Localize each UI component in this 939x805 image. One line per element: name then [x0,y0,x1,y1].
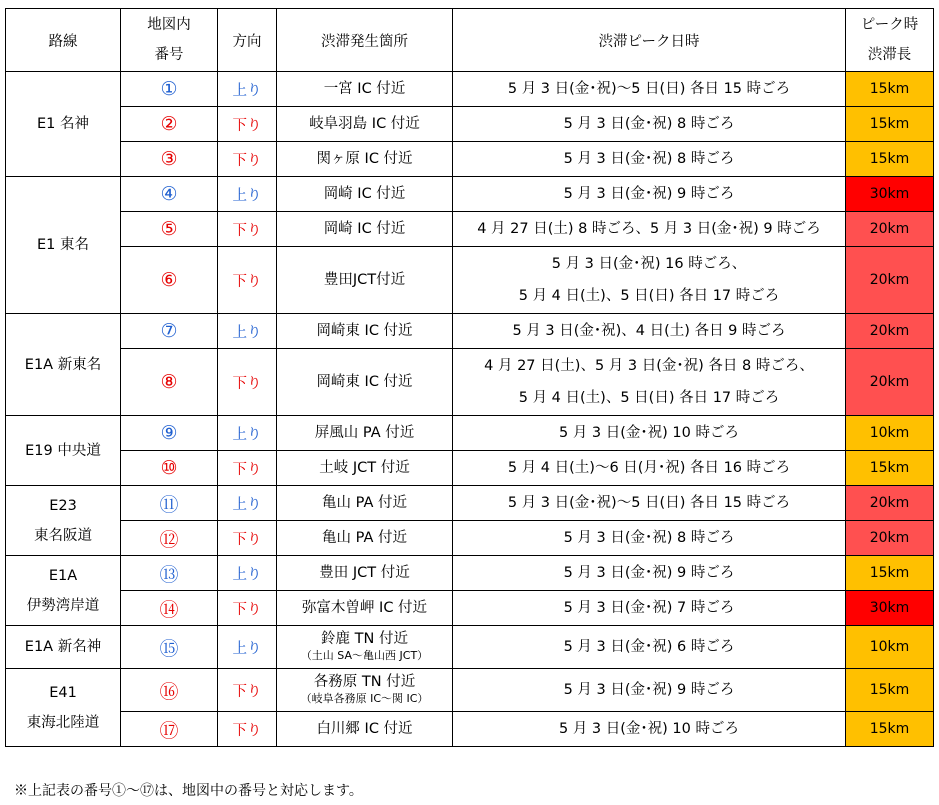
route-cell: E1A 新東名 [6,314,121,416]
peak-length-cell: 20km [846,521,934,556]
peak-time-cell: 5 月 3 日(金･祝)～5 日(日) 各日 15 時ごろ [453,72,846,107]
table-body [6,72,934,747]
location-cell: 鈴鹿 TN 付近 （土山 SA～亀山西 JCT） [277,626,453,669]
map-number-cell: ⑤ [121,212,218,247]
peak-time-cell: 4 月 27 日(土) 8 時ごろ、5 月 3 日(金･祝) 9 時ごろ [453,212,846,247]
table-row [6,72,934,107]
table-row [6,626,934,669]
peak-time-cell: 5 月 3 日(金･祝) 8 時ごろ [453,107,846,142]
map-number-cell: ⑬ [121,556,218,591]
table-row [6,416,934,451]
peak-length-cell: 15km [846,712,934,747]
peak-time-cell: 5 月 3 日(金･祝) 7 時ごろ [453,591,846,626]
direction-cell: 上り [218,72,277,107]
table-row [6,177,934,212]
peak-length-cell: 30km [846,591,934,626]
peak-time-cell: 5 月 3 日(金･祝) 9 時ごろ [453,669,846,712]
peak-time-cell: 5 月 3 日(金･祝) 16 時ごろ、 5 月 4 日(土)、5 日(日) 各日 17 時ごろ [453,247,846,314]
route-cell: E1 東名 [6,177,121,314]
map-number-cell: ⑮ [121,626,218,669]
location-cell: 岡崎東 IC 付近 [277,349,453,416]
direction-cell: 下り [218,521,277,556]
location-cell: 岐阜羽島 IC 付近 [277,107,453,142]
header-route: 路線 [6,9,121,72]
peak-length-cell: 20km [846,247,934,314]
location-cell: 亀山 PA 付近 [277,486,453,521]
header-map-number: 地図内 番号 [121,9,218,72]
location-cell: 白川郷 IC 付近 [277,712,453,747]
table-row [6,314,934,349]
peak-time-cell: 5 月 3 日(金･祝)～5 日(日) 各日 15 時ごろ [453,486,846,521]
direction-cell: 下り [218,142,277,177]
table-row [6,107,934,142]
direction-cell: 上り [218,626,277,669]
table-row [6,212,934,247]
direction-cell: 上り [218,486,277,521]
table-row [6,669,934,712]
route-cell: E1A 伊勢湾岸道 [6,556,121,626]
location-subsection: （岐阜各務原 IC～関 IC） [300,692,429,705]
direction-cell: 下り [218,247,277,314]
direction-cell: 上り [218,177,277,212]
peak-length-cell: 10km [846,416,934,451]
peak-time-cell: 5 月 3 日(金･祝) 8 時ごろ [453,521,846,556]
map-number-cell: ⑰ [121,712,218,747]
peak-time-cell: 5 月 4 日(土)～6 日(月･祝) 各日 16 時ごろ [453,451,846,486]
peak-length-cell: 15km [846,142,934,177]
map-number-cell: ⑨ [121,416,218,451]
peak-time-cell: 5 月 3 日(金･祝) 8 時ごろ [453,142,846,177]
header-direction: 方向 [218,9,277,72]
table-header-row [6,9,934,72]
direction-cell: 下り [218,591,277,626]
direction-cell: 上り [218,314,277,349]
peak-time-cell: 5 月 3 日(金･祝) 10 時ごろ [453,712,846,747]
map-number-cell: ⑫ [121,521,218,556]
table-row [6,247,934,314]
peak-length-cell: 20km [846,349,934,416]
direction-cell: 上り [218,556,277,591]
header-peak-length: ピーク時 渋滞長 [846,9,934,72]
map-number-cell: ③ [121,142,218,177]
location-cell: 各務原 TN 付近 （岐阜各務原 IC～関 IC） [277,669,453,712]
location-cell: 豊田JCT付近 [277,247,453,314]
peak-time-cell: 5 月 3 日(金･祝)、4 日(土) 各日 9 時ごろ [453,314,846,349]
peak-time-cell: 4 月 27 日(土)、5 月 3 日(金･祝) 各日 8 時ごろ、 5 月 4 日(土)、5 日(日) 各日 17 時ごろ [453,349,846,416]
map-number-cell: ⑥ [121,247,218,314]
location-cell: 亀山 PA 付近 [277,521,453,556]
map-number-cell: ② [121,107,218,142]
table-row [6,556,934,591]
route-cell: E23 東名阪道 [6,486,121,556]
map-number-cell: ⑭ [121,591,218,626]
header-location: 渋滞発生箇所 [277,9,453,72]
location-cell: 土岐 JCT 付近 [277,451,453,486]
peak-length-cell: 20km [846,486,934,521]
header-peak-time: 渋滞ピーク日時 [453,9,846,72]
direction-cell: 上り [218,416,277,451]
map-number-cell: ⑯ [121,669,218,712]
peak-length-cell: 15km [846,72,934,107]
location-cell: 弥富木曽岬 IC 付近 [277,591,453,626]
map-number-cell: ⑦ [121,314,218,349]
location-cell: 岡崎 IC 付近 [277,177,453,212]
map-number-cell: ① [121,72,218,107]
table-row [6,142,934,177]
route-cell: E41 東海北陸道 [6,669,121,747]
table-row [6,591,934,626]
route-cell: E1A 新名神 [6,626,121,669]
table-row [6,712,934,747]
peak-length-cell: 15km [846,556,934,591]
table-row [6,349,934,416]
congestion-forecast-table [5,8,934,747]
peak-length-cell: 20km [846,212,934,247]
direction-cell: 下り [218,212,277,247]
peak-length-cell: 20km [846,314,934,349]
direction-cell: 下り [218,451,277,486]
map-number-cell: ⑧ [121,349,218,416]
peak-length-cell: 10km [846,626,934,669]
peak-length-cell: 30km [846,177,934,212]
table-row [6,521,934,556]
route-cell: E19 中央道 [6,416,121,486]
route-cell: E1 名神 [6,72,121,177]
direction-cell: 下り [218,349,277,416]
peak-time-cell: 5 月 3 日(金･祝) 9 時ごろ [453,556,846,591]
location-cell: 岡崎東 IC 付近 [277,314,453,349]
peak-time-cell: 5 月 3 日(金･祝) 10 時ごろ [453,416,846,451]
footnote: ※上記表の番号①～⑰は、地図中の番号と対応します。 [14,783,363,799]
peak-length-cell: 15km [846,669,934,712]
table-row [6,486,934,521]
direction-cell: 下り [218,712,277,747]
map-number-cell: ⑪ [121,486,218,521]
peak-length-cell: 15km [846,451,934,486]
peak-time-cell: 5 月 3 日(金･祝) 6 時ごろ [453,626,846,669]
location-cell: 一宮 IC 付近 [277,72,453,107]
location-cell: 屏風山 PA 付近 [277,416,453,451]
table-row [6,451,934,486]
location-cell: 豊田 JCT 付近 [277,556,453,591]
peak-time-cell: 5 月 3 日(金･祝) 9 時ごろ [453,177,846,212]
location-subsection: （土山 SA～亀山西 JCT） [300,649,429,662]
peak-length-cell: 15km [846,107,934,142]
direction-cell: 下り [218,107,277,142]
map-number-cell: ⑩ [121,451,218,486]
direction-cell: 下り [218,669,277,712]
location-cell: 関ヶ原 IC 付近 [277,142,453,177]
map-number-cell: ④ [121,177,218,212]
location-cell: 岡崎 IC 付近 [277,212,453,247]
